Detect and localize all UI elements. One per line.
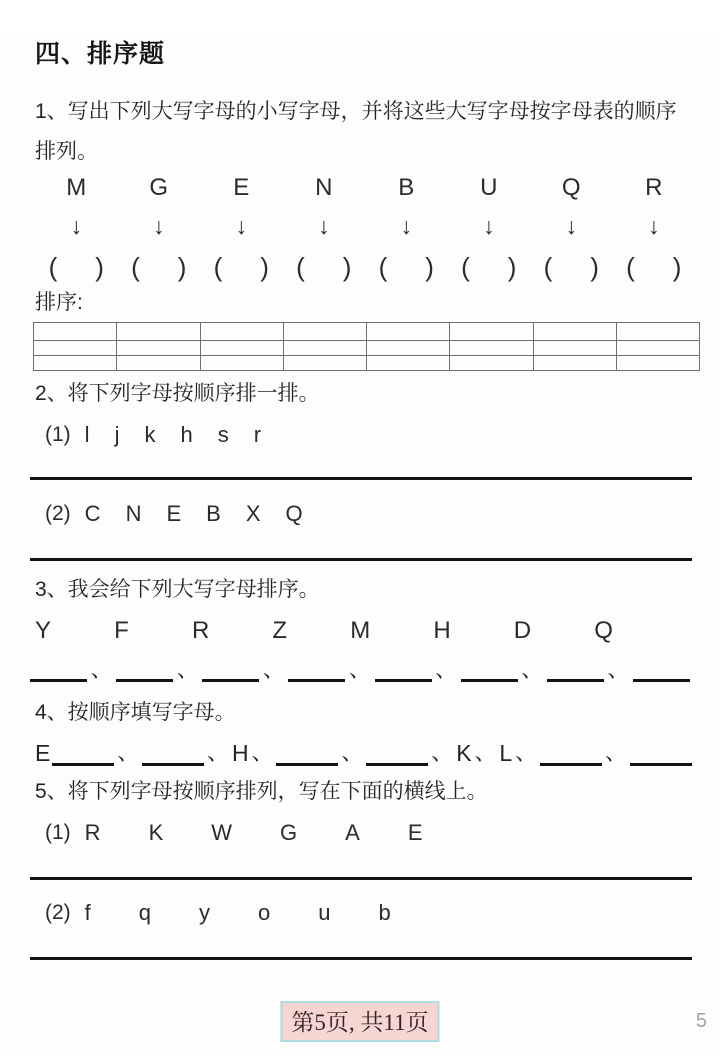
answer-blank[interactable] bbox=[375, 666, 432, 682]
uppercase-letter: U bbox=[480, 174, 498, 201]
q1-prompt: 1、写出下列大写字母的小写字母，并将这些大写字母按字母表的顺序排列。 bbox=[35, 100, 677, 163]
uppercase-letter: E bbox=[407, 820, 423, 845]
answer-blank[interactable] bbox=[630, 750, 692, 766]
answer-paren-slot[interactable] bbox=[448, 252, 531, 282]
q2-part1-row bbox=[35, 421, 695, 449]
down-arrow-icon: ↓ bbox=[483, 213, 495, 239]
answer-table-cell[interactable] bbox=[450, 323, 533, 341]
paren-open: ( bbox=[378, 252, 388, 282]
paren-close: ) bbox=[425, 252, 434, 282]
answer-paren-slot[interactable] bbox=[35, 252, 118, 282]
uppercase-letter: E bbox=[233, 174, 250, 201]
paren-close: ) bbox=[342, 252, 352, 282]
list-separator: 、 bbox=[348, 657, 371, 682]
answer-paren-slot[interactable] bbox=[613, 252, 696, 282]
q3-prompt: 3、我会给下列大写字母排序。 bbox=[35, 578, 320, 601]
answer-table-cell[interactable] bbox=[200, 341, 283, 356]
lowercase-letter: k bbox=[144, 422, 156, 447]
letters-sequence bbox=[85, 421, 261, 449]
answer-table-cell[interactable] bbox=[117, 323, 200, 341]
answer-table-cell[interactable] bbox=[200, 356, 283, 371]
fixed-letter: H bbox=[231, 740, 249, 766]
q3-answer-blanks-row bbox=[30, 658, 690, 682]
uppercase-letter: G bbox=[280, 820, 298, 845]
lowercase-letter: o bbox=[258, 900, 271, 925]
lowercase-letter: s bbox=[217, 422, 229, 447]
fixed-letter: K bbox=[456, 740, 472, 766]
corner-page-mark: 5 bbox=[695, 1010, 707, 1032]
q2-part2-row bbox=[35, 500, 695, 528]
answer-table-cell[interactable] bbox=[283, 356, 366, 371]
paren-open: ( bbox=[543, 252, 553, 282]
paren-close: ) bbox=[177, 252, 187, 282]
list-separator: 、 bbox=[207, 740, 230, 765]
part-label: (1) bbox=[45, 423, 71, 446]
fixed-letter: L bbox=[499, 740, 513, 766]
uppercase-letter: M bbox=[66, 174, 87, 201]
answer-table-cell[interactable] bbox=[616, 323, 699, 341]
answer-table-cell[interactable] bbox=[450, 356, 533, 371]
lowercase-letter: q bbox=[138, 900, 152, 925]
down-arrow-icon: ↓ bbox=[235, 213, 247, 239]
lowercase-letter: j bbox=[114, 422, 120, 447]
q1-answer-table bbox=[33, 322, 700, 371]
list-separator: 、 bbox=[251, 740, 274, 765]
answer-blank[interactable] bbox=[633, 666, 690, 682]
uppercase-letter: R bbox=[84, 820, 101, 845]
uppercase-letter: Y bbox=[35, 617, 52, 644]
q3-letters-row bbox=[35, 616, 613, 646]
answer-blank[interactable] bbox=[547, 666, 604, 682]
q1-parens-row bbox=[35, 252, 695, 282]
answer-blank[interactable] bbox=[30, 666, 87, 682]
uppercase-letter: B bbox=[398, 174, 415, 201]
uppercase-letter: M bbox=[350, 617, 371, 644]
answer-line[interactable] bbox=[30, 957, 692, 960]
list-separator: 、 bbox=[474, 740, 497, 765]
uppercase-letter: A bbox=[345, 820, 360, 845]
down-arrow-icon: ↓ bbox=[318, 213, 330, 239]
uppercase-letter: W bbox=[211, 820, 233, 845]
list-separator: 、 bbox=[341, 740, 364, 765]
answer-blank[interactable] bbox=[461, 666, 518, 682]
q1-arrows-row bbox=[35, 212, 695, 240]
uppercase-letter: Z bbox=[272, 617, 288, 644]
uppercase-letter: R bbox=[191, 617, 210, 644]
answer-table-cell[interactable] bbox=[450, 341, 533, 356]
q1-letters-row bbox=[35, 174, 695, 202]
paren-open: ( bbox=[461, 252, 470, 282]
answer-table-cell[interactable] bbox=[283, 341, 366, 356]
section-title: 四、排序题 bbox=[35, 40, 166, 68]
answer-line[interactable] bbox=[30, 877, 692, 880]
answer-blank[interactable] bbox=[52, 750, 114, 766]
down-arrow-icon: ↓ bbox=[70, 213, 82, 239]
uppercase-letter: Q bbox=[561, 174, 581, 201]
list-separator: 、 bbox=[90, 657, 113, 682]
answer-table-cell[interactable] bbox=[117, 341, 200, 356]
answer-paren-slot[interactable] bbox=[283, 252, 366, 282]
uppercase-letter: G bbox=[149, 174, 169, 201]
down-arrow-icon: ↓ bbox=[400, 213, 412, 239]
lowercase-letter: r bbox=[253, 422, 262, 447]
lowercase-letter: f bbox=[84, 900, 91, 925]
answer-table-cell[interactable] bbox=[533, 323, 616, 341]
answer-blank[interactable] bbox=[116, 666, 173, 682]
worksheet-page bbox=[0, 38, 720, 1055]
list-separator: 、 bbox=[515, 740, 538, 765]
paren-open: ( bbox=[626, 252, 635, 282]
uppercase-letter: Q bbox=[594, 617, 613, 644]
q1-sort-label: 排序: bbox=[35, 291, 83, 314]
answer-table-cell[interactable] bbox=[616, 356, 699, 371]
list-separator: 、 bbox=[607, 657, 630, 682]
uppercase-letter: X bbox=[245, 501, 261, 526]
answer-table-row bbox=[34, 323, 700, 341]
down-arrow-icon: ↓ bbox=[153, 213, 165, 239]
uppercase-letter: F bbox=[114, 617, 129, 644]
list-separator: 、 bbox=[176, 657, 199, 682]
uppercase-letter: N bbox=[315, 174, 333, 201]
answer-blank[interactable] bbox=[540, 750, 602, 766]
answer-line[interactable] bbox=[30, 477, 692, 480]
letters-sequence bbox=[85, 819, 423, 847]
fixed-letter: E bbox=[35, 740, 51, 766]
lowercase-letter: y bbox=[199, 900, 211, 925]
paren-open: ( bbox=[131, 252, 140, 282]
answer-table-cell[interactable] bbox=[34, 356, 117, 371]
down-arrow-icon: ↓ bbox=[565, 213, 577, 239]
uppercase-letter: C bbox=[84, 501, 101, 526]
lowercase-letter: u bbox=[318, 900, 331, 925]
answer-table-cell[interactable] bbox=[117, 356, 200, 371]
letters-sequence bbox=[85, 899, 391, 927]
letters-sequence bbox=[85, 500, 303, 528]
answer-blank[interactable] bbox=[202, 666, 259, 682]
paren-close: ) bbox=[672, 252, 682, 282]
list-separator: 、 bbox=[435, 657, 458, 682]
q4-prompt: 4、按顺序填写字母。 bbox=[35, 701, 236, 724]
answer-blank[interactable] bbox=[142, 750, 204, 766]
uppercase-letter: H bbox=[433, 617, 451, 644]
uppercase-letter: B bbox=[206, 501, 221, 526]
part-label: (1) bbox=[45, 821, 71, 844]
answer-blank[interactable] bbox=[288, 666, 345, 682]
lowercase-letter: h bbox=[180, 422, 193, 447]
part-label: (2) bbox=[45, 502, 71, 525]
answer-paren-slot[interactable] bbox=[200, 252, 283, 282]
paren-open: ( bbox=[296, 252, 305, 282]
uppercase-letter: R bbox=[645, 174, 663, 201]
uppercase-letter: N bbox=[125, 501, 142, 526]
answer-paren-slot[interactable] bbox=[530, 252, 613, 282]
uppercase-letter: Q bbox=[285, 501, 303, 526]
q5-part1-row bbox=[35, 819, 695, 847]
down-arrow-icon: ↓ bbox=[648, 213, 660, 239]
paren-open: ( bbox=[48, 252, 58, 282]
list-separator: 、 bbox=[521, 657, 544, 682]
answer-table-cell[interactable] bbox=[367, 323, 450, 341]
answer-blank[interactable] bbox=[366, 750, 428, 766]
lowercase-letter: l bbox=[84, 422, 90, 447]
paren-open: ( bbox=[213, 252, 223, 282]
q2-prompt: 2、将下列字母按顺序排一排。 bbox=[35, 382, 320, 405]
q5-part2-row bbox=[35, 899, 695, 927]
answer-table-cell[interactable] bbox=[34, 341, 117, 356]
part-label: (2) bbox=[45, 901, 71, 924]
answer-paren-slot[interactable] bbox=[118, 252, 201, 282]
answer-table-cell[interactable] bbox=[367, 356, 450, 371]
lowercase-letter: b bbox=[378, 900, 391, 925]
answer-paren-slot[interactable] bbox=[365, 252, 448, 282]
answer-table-cell[interactable] bbox=[616, 341, 699, 356]
q5-prompt: 5、将下列字母按顺序排列，写在下面的横线上。 bbox=[35, 780, 488, 803]
answer-line[interactable] bbox=[30, 558, 692, 561]
answer-table-cell[interactable] bbox=[533, 341, 616, 356]
paren-close: ) bbox=[507, 252, 517, 282]
answer-table-cell[interactable] bbox=[283, 323, 366, 341]
list-separator: 、 bbox=[262, 657, 285, 682]
answer-table-row bbox=[34, 341, 700, 356]
paren-close: ) bbox=[95, 252, 104, 282]
list-separator: 、 bbox=[431, 740, 454, 765]
uppercase-letter: K bbox=[148, 820, 164, 845]
answer-table-cell[interactable] bbox=[367, 341, 450, 356]
list-separator: 、 bbox=[604, 740, 627, 765]
answer-table-cell[interactable] bbox=[533, 356, 616, 371]
q4-fill-sequence-row bbox=[35, 740, 692, 766]
answer-table-cell[interactable] bbox=[200, 323, 283, 341]
uppercase-letter: D bbox=[513, 617, 532, 644]
answer-blank[interactable] bbox=[276, 750, 338, 766]
answer-table-cell[interactable] bbox=[34, 323, 117, 341]
answer-table-row bbox=[34, 356, 700, 371]
paren-close: ) bbox=[260, 252, 269, 282]
page-number-badge: 第5页, 共11页 bbox=[280, 1001, 439, 1042]
paren-close: ) bbox=[590, 252, 599, 282]
list-separator: 、 bbox=[117, 740, 140, 765]
uppercase-letter: E bbox=[166, 501, 182, 526]
